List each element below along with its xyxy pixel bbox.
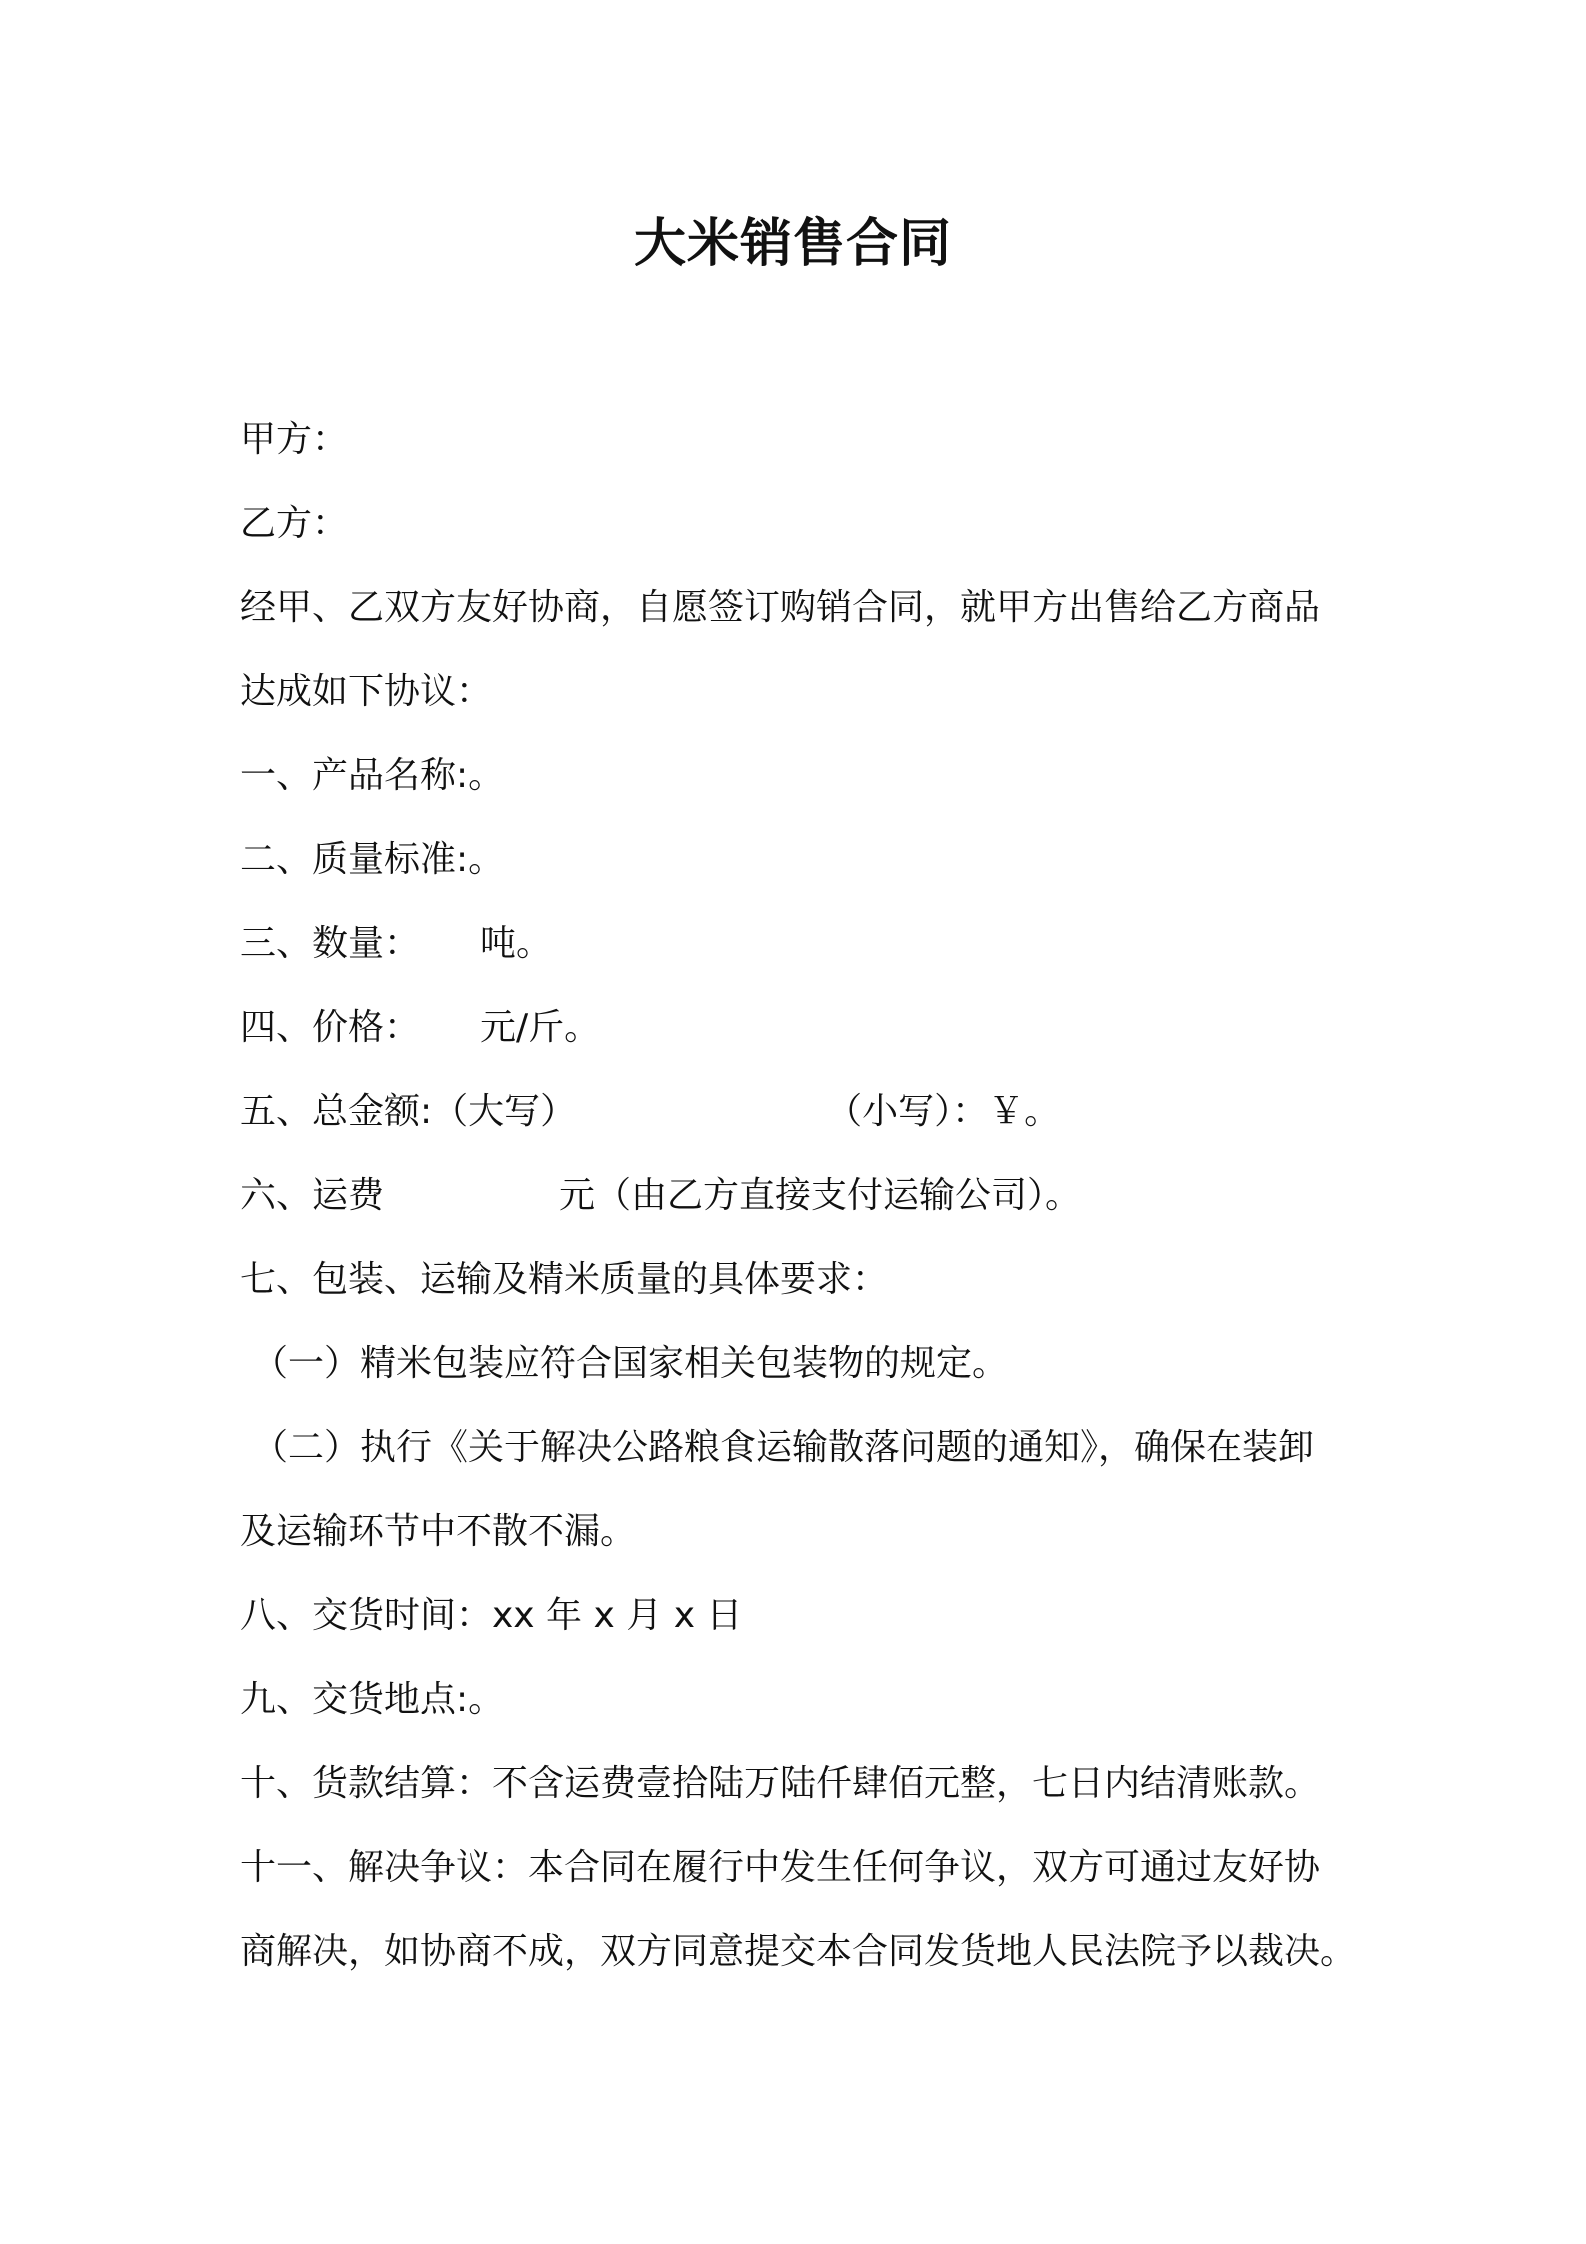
total-amount-small: （小写）：￥。 — [826, 1091, 1061, 1132]
price-unit: 元/斤。 — [480, 1007, 601, 1048]
intro-line-1: 经甲、乙双方友好协商，自愿签订购销合同，就甲方出售给乙方商品 — [240, 587, 1321, 628]
clause-packaging: 七、包装、运输及精米质量的具体要求： — [240, 1259, 889, 1300]
total-amount-label: 五、总金额:（大写） — [240, 1091, 577, 1132]
clause-product-name: 一、产品名称:。 — [240, 755, 505, 796]
clause-quality-standard: 二、质量标准:。 — [240, 839, 505, 880]
price-label: 四、价格： — [240, 1007, 421, 1048]
clause-price — [240, 986, 1360, 1070]
clause-quantity — [240, 902, 1360, 986]
clause-freight — [240, 1154, 1360, 1238]
freight-label: 六、运费 — [240, 1175, 385, 1216]
quantity-unit: 吨。 — [480, 923, 553, 964]
clause-packaging-sub-2-line-2: 及运输环节中不散不漏。 — [240, 1511, 637, 1552]
clause-delivery-time: 八、交货时间：xx 年 x 月 x 日 — [240, 1595, 743, 1636]
clause-delivery-place: 九、交货地点:。 — [240, 1679, 505, 1720]
clause-packaging-sub-1: （一）精米包装应符合国家相关包装物的规定。 — [252, 1343, 1009, 1384]
clause-packaging-sub-2-line-1: （二）执行《关于解决公路粮食运输散落问题的通知》，确保在装卸 — [252, 1427, 1315, 1468]
page-title: 大米销售合同 — [633, 214, 952, 274]
clause-dispute-line-1: 十一、解决争议：本合同在履行中发生任何争议，双方可通过友好协 — [240, 1847, 1321, 1888]
party-a-line: 甲方： — [240, 419, 349, 460]
quantity-label: 三、数量： — [240, 923, 421, 964]
clause-payment: 十、货款结算：不含运费壹拾陆万陆仟肆佰元整，七日内结清账款。 — [240, 1763, 1321, 1804]
clause-dispute-line-2: 商解决，如协商不成，双方同意提交本合同发货地人民法院予以裁决。 — [240, 1931, 1357, 1972]
intro-line-2: 达成如下协议： — [240, 671, 493, 712]
party-b-line: 乙方： — [240, 503, 349, 544]
freight-rest: 元（由乙方直接支付运输公司）。 — [559, 1175, 1082, 1216]
clause-total-amount — [240, 1070, 1360, 1154]
contract-body — [240, 398, 1360, 1994]
